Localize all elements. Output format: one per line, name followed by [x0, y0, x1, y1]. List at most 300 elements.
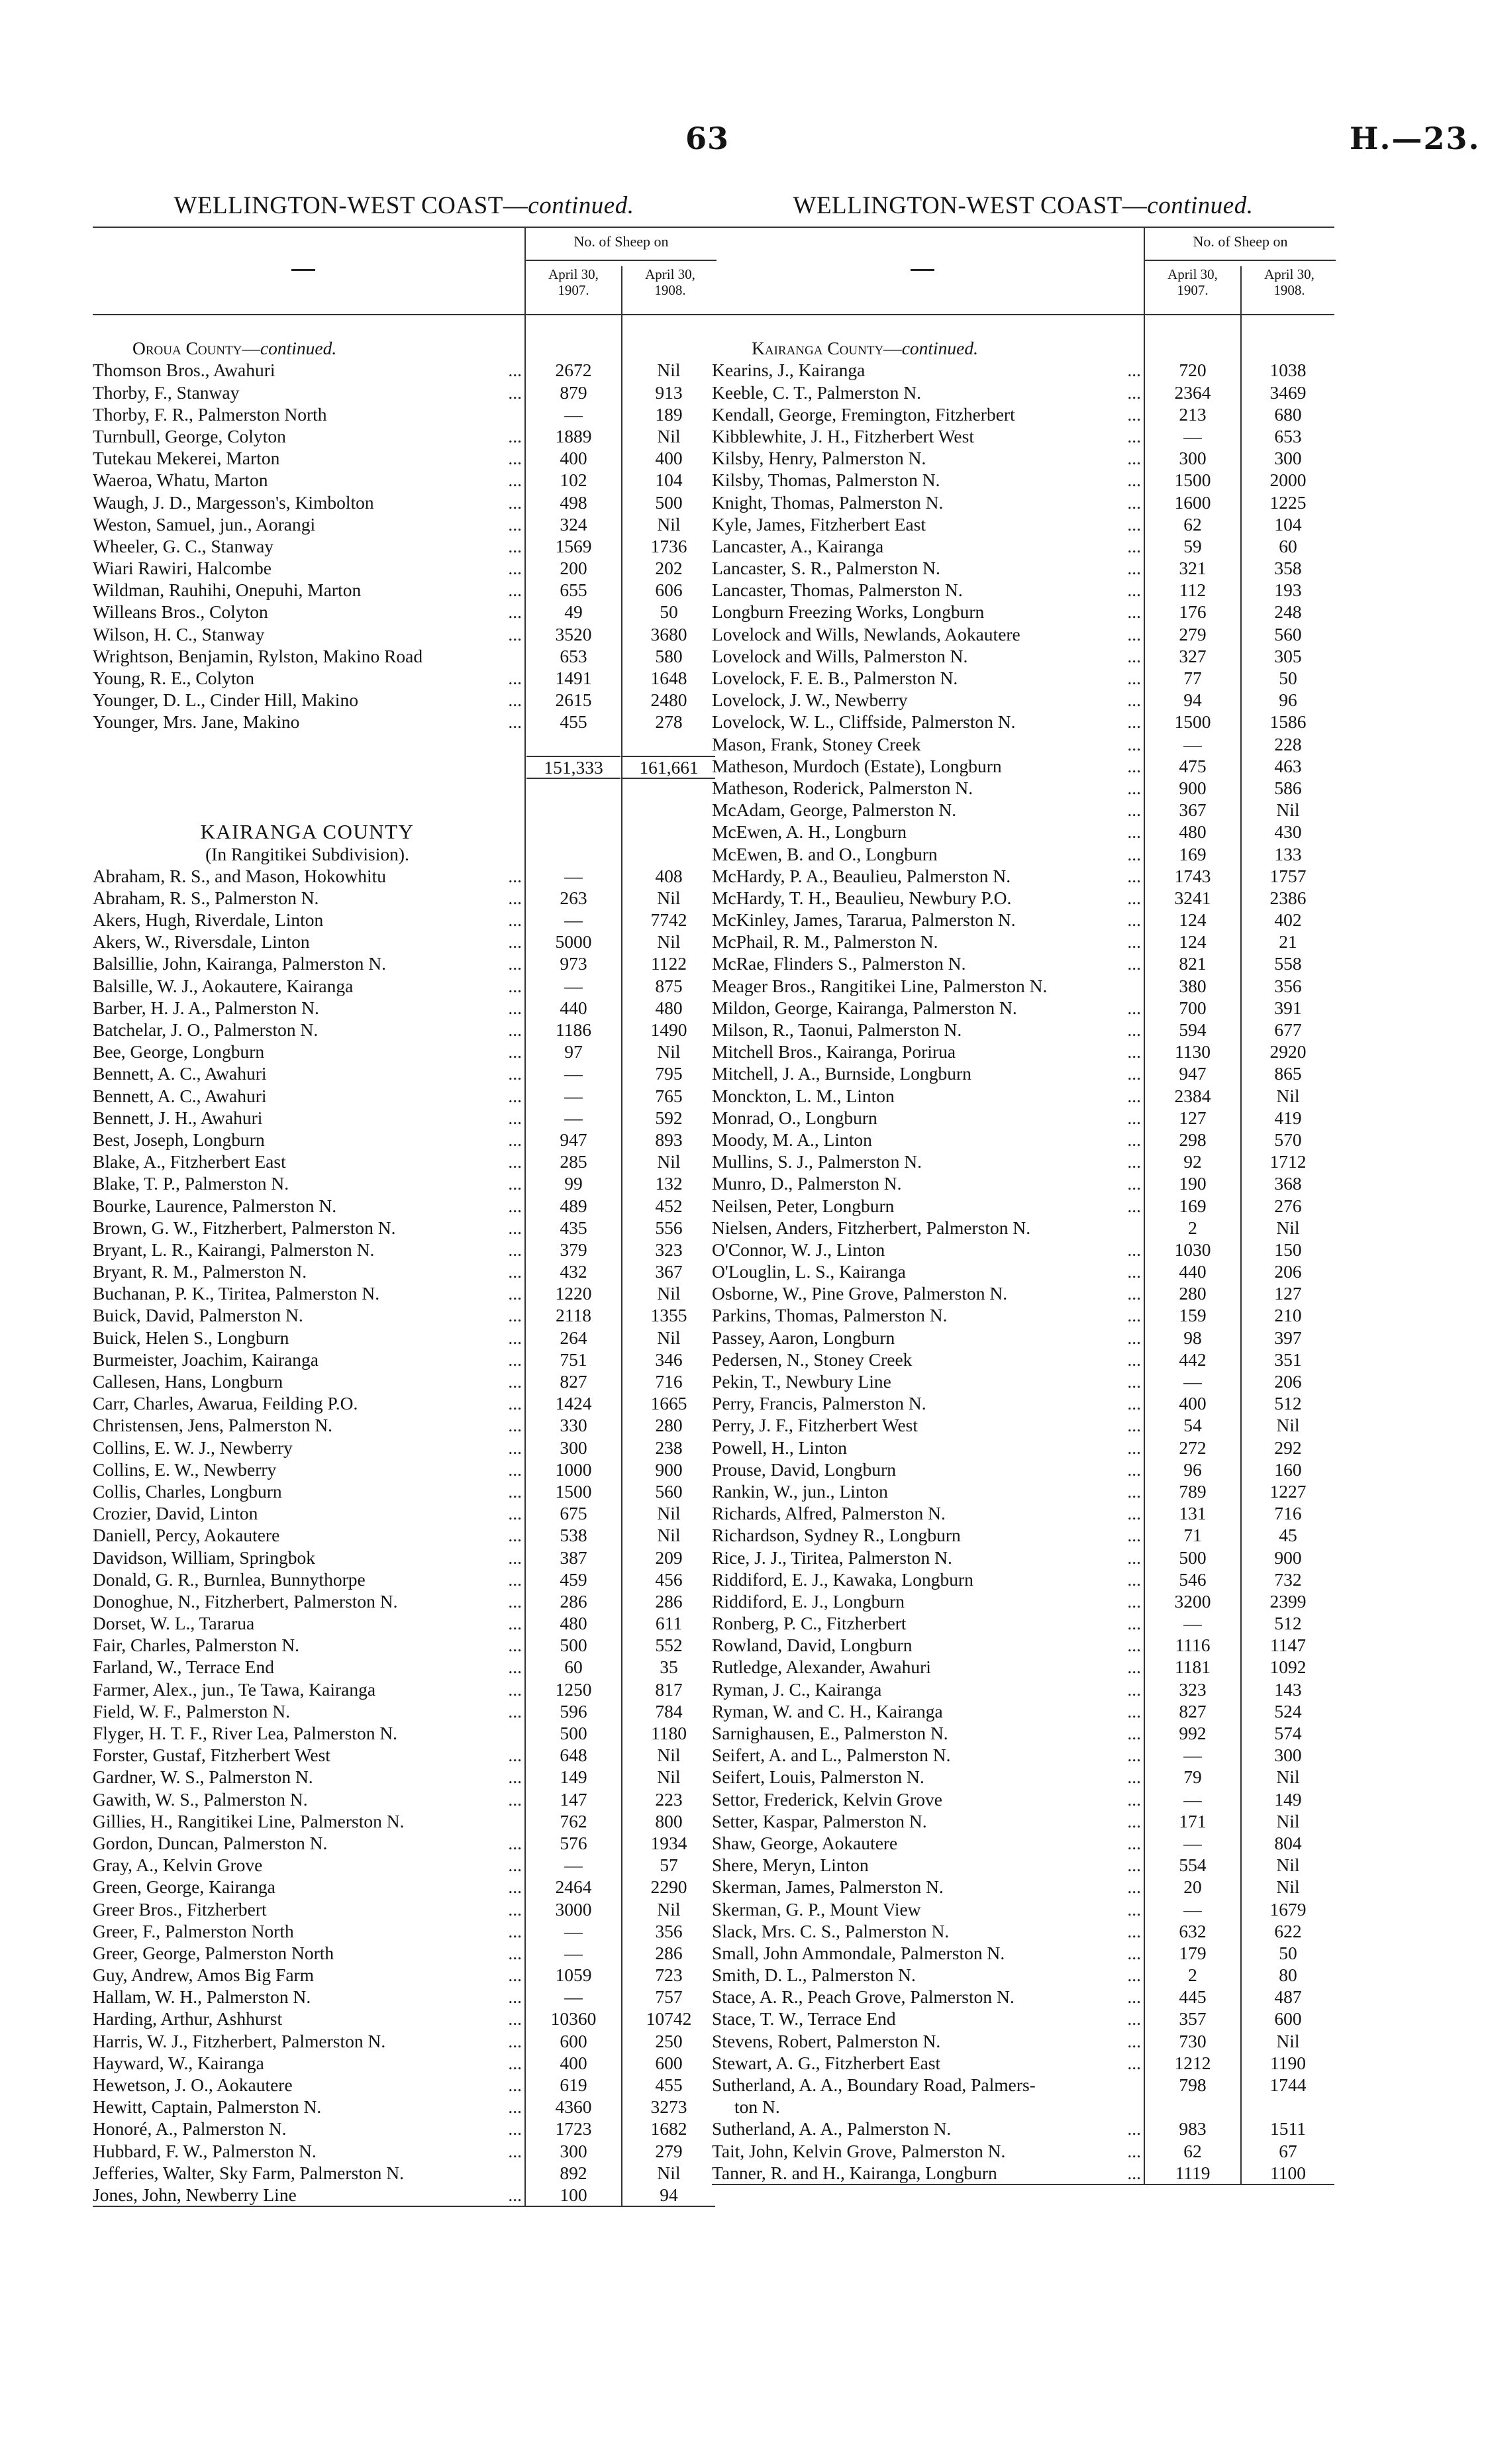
owner-name: Buchanan, P. K., Tiritea, Palmerston N. ... [93, 1282, 522, 1304]
sheep-1907: 554 [1179, 1855, 1207, 1876]
sheep-1908: 570 [1274, 1129, 1302, 1150]
sheep-1908: 206 [1274, 1371, 1302, 1392]
table-row [93, 1260, 715, 1282]
sheep-1907: 500 [1179, 1547, 1207, 1568]
sheep-1907: 751 [560, 1349, 587, 1370]
sheep-1907: 380 [1179, 975, 1207, 996]
owner-name: Buick, Helen S., Longburn ... [93, 1327, 522, 1349]
sheep-1908: 732 [1274, 1568, 1302, 1590]
sheep-1908: 67 [1279, 2140, 1297, 2161]
owner-name: Kyle, James, Fitzherbert East ... [712, 513, 1141, 535]
sheep-1907: 879 [560, 382, 587, 403]
sheep-1908: 223 [655, 1788, 683, 1810]
owner-name: Ryman, J. C., Kairanga ... [712, 1678, 1141, 1700]
sheep-1908: 193 [1274, 580, 1302, 601]
sheep-1907: 3000 [555, 1898, 592, 1920]
owner-name: Balsille, W. J., Aokautere, Kairanga ... [93, 975, 522, 997]
sheep-1907: 127 [1179, 1107, 1207, 1128]
sheep-1908: 280 [655, 1415, 683, 1436]
owner-name: Greer, George, Palmerston North ... [93, 1942, 522, 1964]
left-column [93, 185, 715, 2207]
sheep-1908: 1092 [1269, 1657, 1307, 1678]
owner-name: O'Louglin, L. S., Kairanga ... [712, 1260, 1141, 1282]
owner-name: Neilsen, Peter, Longburn ... [712, 1195, 1141, 1217]
owner-name: Bennett, J. H., Awahuri ... [93, 1107, 522, 1129]
name-column-dash [291, 269, 315, 271]
table-row [712, 2008, 1334, 2029]
owner-name: Meager Bros., Rangitikei Line, Palmerston N. [712, 975, 1048, 996]
sheep-1907: 2384 [1174, 1085, 1211, 1106]
owner-name: Bennett, A. C., Awahuri ... [93, 1085, 522, 1107]
table-row [712, 1172, 1334, 1194]
sheep-1907: 5000 [555, 931, 592, 952]
owner-name: Shaw, George, Aokautere ... [712, 1832, 1141, 1854]
owner-name: Best, Joseph, Longburn ... [93, 1129, 522, 1151]
sheep-1908: 228 [1274, 733, 1302, 754]
owner-name: Harding, Arthur, Ashhurst ... [93, 2008, 522, 2029]
sheep-1908: 150 [1274, 1239, 1302, 1260]
sheep-1908: 900 [655, 1459, 683, 1480]
table-row [712, 733, 1334, 755]
sheep-1908: 900 [1274, 1547, 1302, 1568]
owner-name: Kibblewhite, J. H., Fitzherbert West ... [712, 425, 1141, 447]
table-row [712, 1459, 1334, 1480]
owner-name: Collins, E. W. J., Newberry ... [93, 1437, 522, 1459]
sheep-1908: 757 [655, 1986, 683, 2008]
owner-name: Kearins, J., Kairanga ... [712, 359, 1141, 381]
sheep-1907: — [564, 1107, 583, 1128]
sheep-1907: 2672 [555, 360, 592, 381]
sheep-1907: 2 [1188, 1217, 1197, 1238]
owner-name: Young, R. E., Colyton ... [93, 667, 522, 689]
table-row [712, 579, 1334, 601]
owner-name: Kilsby, Henry, Palmerston N. ... [712, 447, 1141, 469]
sheep-1908: 35 [660, 1657, 678, 1678]
owner-name: McEwen, B. and O., Longburn ... [712, 843, 1141, 865]
year-1907-header: April 30, 1907. [548, 266, 599, 298]
sheep-1908: 2480 [650, 690, 687, 711]
sheep-1908: 209 [655, 1547, 683, 1568]
owner-name: Lovelock, W. L., Cliffside, Palmerston N. ... [712, 711, 1141, 733]
table-row [712, 1349, 1334, 1370]
table-row [712, 1414, 1334, 1436]
owner-name: Mitchell Bros., Kairanga, Porirua ... [712, 1041, 1141, 1062]
sheep-1907: 619 [560, 2075, 587, 2095]
sheep-1908: Nil [657, 1283, 681, 1304]
sheep-1907: 97 [564, 1041, 583, 1062]
column-title: WELLINGTON-WEST COAST—continued. [793, 192, 1254, 219]
owner-name: Keeble, C. T., Palmerston N. ... [712, 382, 1141, 403]
sheep-1908: 2290 [650, 1876, 687, 1898]
sheep-1907: 947 [1179, 1063, 1207, 1084]
sheep-1907: 1500 [555, 1480, 592, 1502]
table-row [93, 887, 715, 909]
sheep-1907: 280 [1179, 1283, 1207, 1304]
owner-name: Callesen, Hans, Longburn ... [93, 1370, 522, 1392]
sheep-1907: 169 [1179, 1195, 1207, 1216]
owner-name: Sutherland, A. A., Boundary Road, Palmers- [712, 2075, 1036, 2095]
owner-name: Smith, D. L., Palmerston N. ... [712, 1964, 1141, 1986]
owner-name: Thorby, F. R., Palmerston North [93, 403, 327, 425]
owner-name: Hayward, W., Kairanga ... [93, 2052, 522, 2074]
sheep-1908: 408 [655, 865, 683, 886]
table-row [93, 1459, 715, 1480]
owner-name: McHardy, T. H., Beaulieu, Newbury P.O. ... [712, 887, 1141, 909]
sheep-1907: 387 [560, 1547, 587, 1568]
table-row [93, 2118, 715, 2139]
owner-name: Skerman, G. P., Mount View ... [712, 1898, 1141, 1920]
table-row [712, 799, 1334, 821]
sheep-1908: 512 [1274, 1393, 1302, 1414]
sheep-1907: 576 [560, 1832, 587, 1853]
table-row [93, 1524, 715, 1546]
sheep-1907: 1889 [555, 425, 592, 446]
sheep-1907: 1500 [1174, 470, 1211, 491]
owner-name: Monrad, O., Longburn ... [712, 1107, 1141, 1129]
owner-name: Younger, D. L., Cinder Hill, Makino ... [93, 689, 522, 711]
owner-name: Wiari Rawiri, Halcombe ... [93, 557, 522, 579]
table-row [93, 513, 715, 535]
table-row [93, 1129, 715, 1151]
owner-name: Hewetson, J. O., Aokautere ... [93, 2074, 522, 2096]
table-row [93, 1547, 715, 1568]
sheep-1907: 379 [560, 1239, 587, 1260]
owner-name: Donoghue, N., Fitzherbert, Palmerston N. ... [93, 1590, 522, 1612]
table-row [93, 2184, 715, 2206]
sheep-1908: Nil [1276, 1415, 1300, 1436]
owner-name: Riddiford, E. J., Kawaka, Longburn ... [712, 1568, 1141, 1590]
owner-name: Carr, Charles, Awarua, Feilding P.O. ... [93, 1392, 522, 1414]
table-row [93, 1590, 715, 1612]
table-row [93, 469, 715, 491]
owner-name: Richardson, Sydney R., Longburn ... [712, 1524, 1141, 1546]
sheep-1908: 487 [1274, 1986, 1302, 2008]
table-row [712, 1744, 1334, 1766]
owner-name: McKinley, James, Tararua, Palmerston N. ... [712, 909, 1141, 931]
sheep-1907: 900 [1179, 777, 1207, 798]
sheep-1908: 367 [655, 1261, 683, 1282]
table-row [712, 623, 1334, 645]
table-row [712, 403, 1334, 425]
table-row [712, 491, 1334, 513]
sheep-1908: 677 [1274, 1019, 1302, 1040]
sheep-1908: 653 [1274, 425, 1302, 446]
table-row [712, 1239, 1334, 1260]
sheep-1908: 50 [1279, 668, 1297, 688]
owner-name: Balsillie, John, Kairanga, Palmerston N. ... [93, 952, 522, 974]
gap-row [93, 799, 715, 821]
table-row [712, 1129, 1334, 1151]
sheep-1907: 2464 [555, 1876, 592, 1898]
sheep-1907: — [564, 1063, 583, 1084]
table-header [93, 227, 715, 315]
table-row [712, 777, 1334, 799]
table-row [712, 535, 1334, 557]
table-row [712, 975, 1334, 997]
owner-name: Wildman, Rauhihi, Onepuhi, Marton ... [93, 579, 522, 601]
sheep-1908: 452 [655, 1195, 683, 1216]
owner-name: Lancaster, S. R., Palmerston N. ... [712, 557, 1141, 579]
owner-name: Munro, D., Palmerston N. ... [712, 1172, 1141, 1194]
table-body [712, 315, 1334, 2185]
owner-name: Abraham, R. S., and Mason, Hokowhitu ... [93, 865, 522, 887]
table-row [712, 1041, 1334, 1062]
owner-name: Lovelock, J. W., Newberry ... [712, 689, 1141, 711]
sheep-1908: 351 [1274, 1349, 1302, 1370]
owner-name: Mitchell, J. A., Burnside, Longburn ... [712, 1062, 1141, 1084]
owner-name: Guy, Andrew, Amos Big Farm ... [93, 1964, 522, 1986]
table-row [93, 931, 715, 952]
sheep-1908: 512 [1274, 1613, 1302, 1634]
sheep-1908: 402 [1274, 909, 1302, 931]
table-row [712, 711, 1334, 733]
sheep-1907: 59 [1183, 535, 1202, 556]
total-1908: 161,661 [622, 756, 715, 779]
owner-name: Stace, T. W., Terrace End ... [712, 2008, 1141, 2029]
total-1907: 151,333 [526, 756, 620, 779]
owner-name: Daniell, Percy, Aokautere ... [93, 1524, 522, 1546]
table-row [93, 2052, 715, 2074]
sheep-1907: 96 [1183, 1459, 1202, 1480]
sheep-1908: 560 [655, 1480, 683, 1502]
table-row [712, 1107, 1334, 1129]
owner-name: McAdam, George, Palmerston N. ... [712, 799, 1141, 821]
sec-row [712, 337, 1334, 359]
sheep-1908: 1225 [1269, 491, 1307, 513]
table-row [712, 1766, 1334, 1788]
sheep-1907: 190 [1179, 1173, 1207, 1194]
sheep-1908: 1744 [1269, 2075, 1307, 2095]
sheep-1908: 430 [1274, 821, 1302, 843]
owner-name: Riddiford, E. J., Longburn ... [712, 1590, 1141, 1612]
owner-name: Bryant, L. R., Kairangi, Palmerston N. ... [93, 1239, 522, 1260]
table-row [712, 1282, 1334, 1304]
sheep-1907: 538 [560, 1525, 587, 1546]
table-row [712, 1062, 1334, 1084]
gap-row [93, 777, 715, 799]
sheep-1907: 455 [560, 711, 587, 733]
sheep-1907: 1743 [1174, 865, 1211, 886]
owner-name: Seifert, Louis, Palmerston N. ... [712, 1766, 1141, 1788]
sheep-1908: 784 [655, 1700, 683, 1721]
owner-name: Farland, W., Terrace End ... [93, 1656, 522, 1678]
sheep-1907: 112 [1179, 580, 1207, 601]
sheep-1908: Nil [657, 360, 681, 381]
sheep-1907: 176 [1179, 601, 1207, 623]
table-row [93, 1392, 715, 1414]
table-row [93, 1151, 715, 1172]
owner-name: Abraham, R. S., Palmerston N. ... [93, 887, 522, 909]
table-row [93, 1437, 715, 1459]
table-row [93, 1788, 715, 1810]
table-row [93, 1019, 715, 1041]
table-row [712, 601, 1334, 623]
table-row [93, 997, 715, 1019]
table-row [93, 1085, 715, 1107]
table-row [712, 887, 1334, 909]
sheep-1908: 397 [1274, 1327, 1302, 1348]
sheep-1908: 127 [1274, 1283, 1302, 1304]
sheep-1908: Nil [657, 1151, 681, 1172]
sheep-1908: 622 [1274, 1920, 1302, 1941]
table-row [93, 1172, 715, 1194]
county-heading: KAIRANGA COUNTY [200, 821, 415, 843]
table-row [712, 1678, 1334, 1700]
sheep-1908: Nil [1276, 1085, 1300, 1106]
sheep-1908: 2920 [1269, 1041, 1307, 1062]
sheep-1907: 720 [1179, 360, 1207, 381]
owner-name: Powell, H., Linton ... [712, 1437, 1141, 1459]
sheep-1907: 400 [560, 2052, 587, 2073]
sheep-1907: 892 [560, 2162, 587, 2183]
owner-name: Younger, Mrs. Jane, Makino ... [93, 711, 522, 733]
table-row [712, 952, 1334, 974]
table-row [712, 997, 1334, 1019]
year-1907-header: April 30, 1907. [1167, 266, 1218, 298]
owner-name: Wilson, H. C., Stanway ... [93, 623, 522, 645]
table-row [712, 1370, 1334, 1392]
sheep-1908: 913 [655, 382, 683, 403]
owner-name: Osborne, W., Pine Grove, Palmerston N. ... [712, 1282, 1141, 1304]
table-row [712, 1832, 1334, 1854]
sheep-1908: 556 [655, 1217, 683, 1238]
sheep-1908: 1736 [650, 535, 687, 556]
sheep-1908: 149 [1274, 1788, 1302, 1810]
sheep-1907: 445 [1179, 1986, 1207, 2008]
sheep-1907: 3520 [555, 623, 592, 644]
table-row [93, 601, 715, 623]
sheep-1908: 795 [655, 1063, 683, 1084]
table-body [93, 315, 715, 2207]
table-row [93, 1656, 715, 1678]
sheep-1907: 983 [1179, 2118, 1207, 2139]
sheep-1908: 500 [655, 491, 683, 513]
owner-name: Burmeister, Joachim, Kairanga ... [93, 1349, 522, 1370]
owner-name: Shere, Meryn, Linton ... [712, 1854, 1141, 1876]
sheep-1908: Nil [1276, 1767, 1300, 1788]
table-row [712, 1085, 1334, 1107]
sheep-1908: 305 [1274, 645, 1302, 666]
sheep-1908: 80 [1279, 1965, 1297, 1986]
table-row [712, 689, 1334, 711]
sheep-1907: 489 [560, 1195, 587, 1216]
owner-name: Thomson Bros., Awahuri ... [93, 359, 522, 381]
table-row [712, 1217, 1334, 1239]
table-row [93, 1568, 715, 1590]
sheep-1907: 60 [564, 1657, 583, 1678]
owner-name: Slack, Mrs. C. S., Palmerston N. ... [712, 1920, 1141, 1942]
table-row [93, 975, 715, 997]
owner-name: Ryman, W. and C. H., Kairanga ... [712, 1700, 1141, 1722]
table-row [93, 1744, 715, 1766]
owner-name: Mildon, George, Kairanga, Palmerston N. ... [712, 997, 1141, 1019]
owner-name: McRae, Flinders S., Palmerston N. ... [712, 952, 1141, 974]
sheep-1907: 99 [564, 1173, 583, 1194]
sheep-1907: 3241 [1174, 887, 1211, 908]
owner-name: Lovelock and Wills, Newlands, Aokautere ... [712, 623, 1141, 645]
sheep-1907: 500 [560, 1635, 587, 1656]
table-row [712, 1942, 1334, 1964]
table-row [712, 1151, 1334, 1172]
sheep-1907: 1424 [555, 1393, 592, 1414]
sheep-1908: 94 [660, 2184, 678, 2205]
sheep-1907: 762 [560, 1810, 587, 1831]
sheep-1908: 1757 [1269, 865, 1307, 886]
sheep-1907: 124 [1179, 909, 1207, 931]
sheep-1907: 2118 [556, 1305, 591, 1326]
sheep-1908: Nil [1276, 799, 1300, 821]
owner-name: Jefferies, Walter, Sky Farm, Palmerston N. [93, 2162, 404, 2183]
owner-name: Waeroa, Whatu, Marton ... [93, 469, 522, 491]
sheep-1907: 77 [1183, 668, 1202, 688]
sheep-1907: — [564, 1986, 583, 2008]
table-row [93, 711, 715, 733]
owner-name: Rowland, David, Longburn ... [712, 1634, 1141, 1656]
sec-row [93, 337, 715, 359]
sheep-1907: 357 [1179, 2008, 1207, 2029]
table-row [712, 931, 1334, 952]
owner-name: Small, John Ammondale, Palmerston N. ... [712, 1942, 1141, 1964]
sheep-1908: 238 [655, 1437, 683, 1458]
sheep-1907: — [1183, 1371, 1202, 1392]
sheep-1907: 2 [1188, 1965, 1197, 1986]
table-row [93, 557, 715, 579]
table-row [93, 382, 715, 403]
table-row [93, 1634, 715, 1656]
sheep-1908: 1511 [1270, 2118, 1306, 2139]
table-row [712, 1502, 1334, 1524]
owner-name: Ronberg, P. C., Fitzherbert ... [712, 1612, 1141, 1634]
sheep-1907: — [564, 403, 583, 425]
table-row [712, 1327, 1334, 1349]
table-row [712, 1722, 1334, 1744]
sheep-1907: — [1183, 1613, 1202, 1634]
sheep-1908: 580 [655, 645, 683, 666]
sheep-1908: Nil [657, 931, 681, 952]
sheep-1907: 324 [560, 513, 587, 535]
owner-name: McHardy, P. A., Beaulieu, Palmerston N. ... [712, 865, 1141, 887]
sheep-1908: 323 [655, 1239, 683, 1260]
sheep-1907: 367 [1179, 799, 1207, 821]
owner-name: Flyger, H. T. F., River Lea, Palmerston N. [93, 1723, 398, 1743]
total-row [93, 755, 715, 777]
owner-name: Passey, Aaron, Longburn ... [712, 1327, 1141, 1349]
owner-name: Lovelock, F. E. B., Palmerston N. ... [712, 667, 1141, 689]
sheep-1907: 264 [560, 1327, 587, 1348]
sheep-1908: 1679 [1269, 1898, 1307, 1920]
owner-name: Willeans Bros., Colyton ... [93, 601, 522, 623]
sheep-1907: 327 [1179, 645, 1207, 666]
owner-name: Pekin, T., Newbury Line ... [712, 1370, 1141, 1392]
sheep-1907: 272 [1179, 1437, 1207, 1458]
sheep-1908: Nil [657, 1041, 681, 1062]
sheep-count-header: No. of Sheep on April 30, 1907. April 30, 1908. [1144, 228, 1336, 314]
owner-name: Perry, J. F., Fitzherbert West ... [712, 1414, 1141, 1436]
sheep-1908: 1682 [650, 2118, 687, 2139]
table-row [712, 2030, 1334, 2052]
name-column-dash [911, 269, 934, 271]
sheep-1908: 1934 [650, 1832, 687, 1853]
sheep-1907: 20 [1183, 1876, 1202, 1898]
table-row [712, 909, 1334, 931]
owner-name: Setter, Kaspar, Palmerston N. ... [712, 1810, 1141, 1832]
sheep-1908: 50 [660, 601, 678, 623]
table-row [93, 2096, 715, 2118]
sheep-1907: 1250 [555, 1678, 592, 1700]
owner-name: Waugh, J. D., Margesson's, Kimbolton ... [93, 491, 522, 513]
table-row [712, 1524, 1334, 1546]
sheep-1907: 480 [1179, 821, 1207, 843]
